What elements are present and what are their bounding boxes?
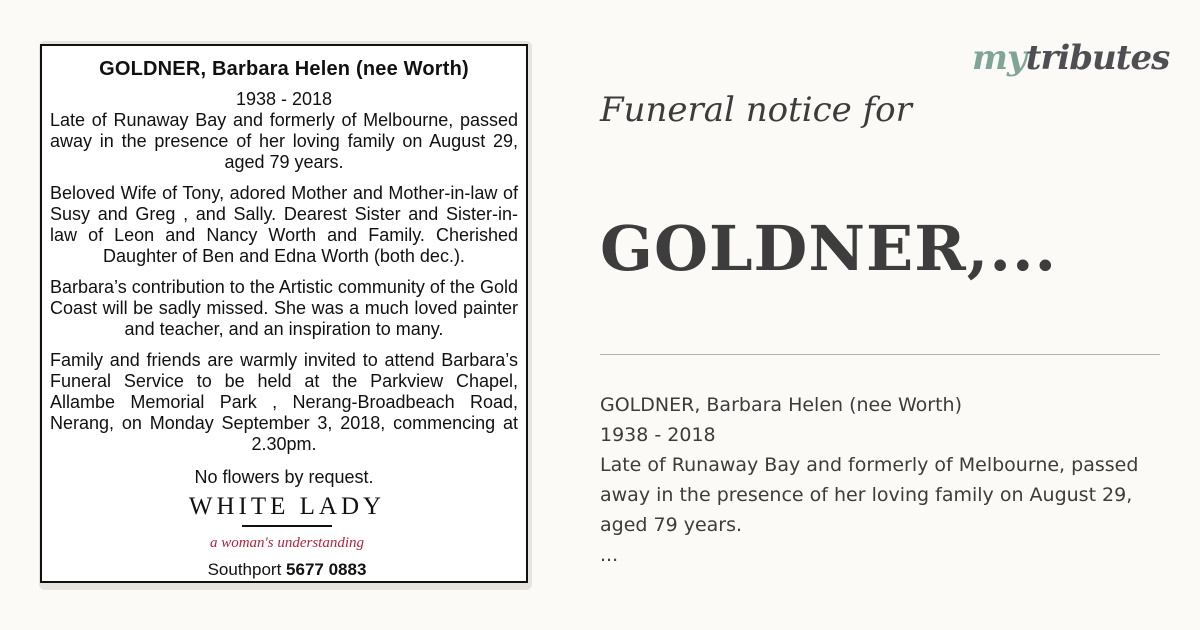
funeral-director-ad	[174, 489, 400, 579]
excerpt-line: ...	[600, 544, 619, 566]
notice-years: 1938 - 2018	[235, 89, 333, 109]
mytributes-logo[interactable]	[972, 38, 1169, 78]
ad-name: WHITE LADY	[188, 493, 386, 520]
ad-location: Southport	[207, 560, 282, 579]
ad-phone: 5677 0883	[286, 560, 367, 579]
notice-image	[40, 44, 528, 583]
page-heading: Funeral notice for	[600, 90, 912, 130]
excerpt-line: aged 79 years.	[600, 514, 743, 536]
excerpt-line: GOLDNER, Barbara Helen (nee Worth)	[600, 394, 962, 416]
notice-excerpt	[600, 390, 1175, 570]
excerpt-line: away in the presence of her loving family on August 29,	[600, 484, 1133, 506]
divider	[600, 354, 1160, 355]
notice-paragraph: Family and friends are warmly invited to attend Barbara’s Funeral Service to be held at the Parkview Chapel, Allambe Memorial Park , Nerang-Broadbeach Road, Nerang, on Monday September 3, 2018, commencing at 2.30pm.	[50, 350, 518, 454]
notice-paragraph: Beloved Wife of Tony, adored Mother and Mother-in-law of Susy and Greg , and Sally. Dearest Sister and Sister-in-law of Leon and Nancy Worth and Family. Cherished Daughter of Ben and Edna Worth (both dec.).	[50, 183, 518, 266]
excerpt-line: 1938 - 2018	[600, 424, 716, 446]
ad-divider	[242, 525, 332, 527]
deceased-name: GOLDNER,...	[600, 212, 1058, 285]
logo-tributes: tributes	[1025, 38, 1170, 78]
ad-contact	[174, 560, 400, 580]
notice-paragraph: Late of Runaway Bay and formerly of Melbourne, passed away in the presence of her loving family on August 29, aged 79 years.	[50, 110, 518, 172]
excerpt-line: Late of Runaway Bay and formerly of Melbourne, passed	[600, 454, 1139, 476]
notice-paragraph: Barbara’s contribution to the Artistic community of the Gold Coast will be sadly missed. She was a much loved painter and teacher, and an inspiration to many.	[50, 277, 518, 339]
notice-title: GOLDNER, Barbara Helen (nee Worth)	[99, 58, 469, 80]
notice-flowers: No flowers by request.	[194, 467, 374, 487]
logo-my: my	[972, 38, 1026, 78]
ad-tagline: a woman's understanding	[209, 535, 365, 551]
